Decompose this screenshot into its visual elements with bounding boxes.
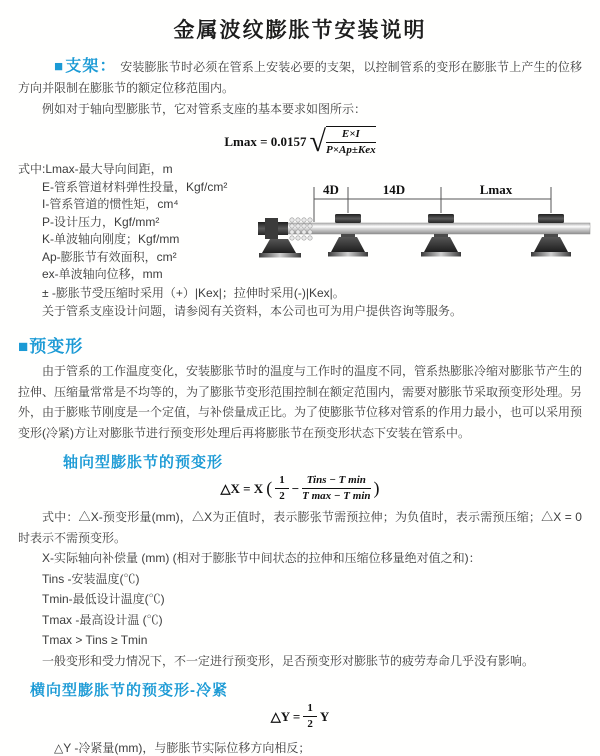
definition-line: E-管系管道材料弹性投量，Kgf/cm² <box>42 179 228 194</box>
support-paragraph-text: 安装膨胀节时必须在管系上安装必要的支架，以控制管系的变形在膨胀节上产生的位移方向并限制在膨胀节的额定位移范围内。 <box>18 60 582 95</box>
definition-line: P-设计压力，Kgf/mm² <box>42 214 160 229</box>
predeform-section-heading <box>18 332 582 357</box>
temp-frac-numerator: Tins − T min <box>302 474 370 489</box>
definition-line: K-单波轴向刚度；Kgf/mm <box>42 232 180 246</box>
axial-variable-list <box>18 548 582 671</box>
consult-note: 关于管系支座设计问题，请参阅有关资料，本公司也可为用户提供咨询等服务。 <box>42 304 463 318</box>
axial-formula <box>18 474 582 503</box>
list-item: Tmin-最低设计温度(℃) <box>42 592 165 606</box>
lateral-subheading: 横向型膨胀节的预变形-冷紧 <box>30 682 228 699</box>
definition-line: 式中:Lmax-最大导向间距，m <box>18 162 173 176</box>
half-denominator: 2 <box>279 490 285 502</box>
definition-line: I-管系管道的惯性矩，cm⁴ <box>42 197 179 211</box>
list-item: 一般变形和受力情况下，不一定进行预变形，足否预变形对膨胀节的疲劳寿命几乎没有影响。 <box>42 653 535 668</box>
section-bullet-icon: ■ <box>54 58 65 75</box>
page-title: 金属波纹膨胀节安装说明 <box>173 19 427 42</box>
half-numerator: 1 <box>275 474 289 489</box>
radicand <box>326 126 376 157</box>
support-paragraph <box>18 56 582 99</box>
dim-label-4d: 4D <box>323 182 339 197</box>
list-item: Tmax -最高设计温 (℃) <box>42 612 163 627</box>
lmax-formula-denominator: P×Ap±Kex <box>326 144 376 156</box>
support-spacing-diagram <box>256 161 600 284</box>
plus-minus-note: ± -膨胀节受压缩时采用（+）|Kex|；拉伸时采用(-)|Kex|。 <box>42 286 345 300</box>
lateral-formula-pre: △Y = <box>270 708 301 724</box>
lateral-frac-denominator: 2 <box>307 718 313 730</box>
lmax-formula <box>18 126 582 157</box>
formula-definitions <box>18 161 256 284</box>
support-section-heading <box>54 58 117 75</box>
axial-subheading: 轴向型膨胀节的预变形 <box>63 454 224 471</box>
definitions-and-diagram <box>18 161 582 284</box>
section-bullet-icon: ■ <box>18 337 30 356</box>
radical-sign: √ <box>309 124 327 158</box>
axial-formula-pre: △X = X <box>220 480 264 496</box>
lateral-formula-suffix: Y <box>319 708 330 724</box>
dim-label-lmax: Lmax <box>479 182 513 197</box>
dim-label-14d: 14D <box>382 182 406 197</box>
list-item: X-实际轴向补偿量 (mm) (相对于膨胀节中间状态的拉伸和压缩位移量绝对值之和)： <box>42 551 481 565</box>
predeform-paragraph: 由于管系的工作温度变化，安装膨胀节时的温度与工作时的温度不同，管系热膨胀冷缩对膨胀节产生的拉伸、压缩量常常是不均等的，为了膨胀节变形范围控制在额定范围内，需要对膨胀节采取预变形处理。另外，由于膨账节刚度是一个定值，与补偿量成正比。为了使膨胀节位移对管系的作用力最小，也可以采用预变形(冷紧)方让对膨胀节进行预变形处理后再将膨胀节在预变形状态下安装在管系中。 <box>18 364 583 440</box>
axial-explain-paragraph: 式中：△X-预变形量(mm)，△X为正值时，表示膨张节需预拉伸；为负值时，表示需预压缩；△X = 0时表示不需预变形。 <box>18 510 582 545</box>
list-item: Tins -安装温度(℃) <box>42 571 140 586</box>
pipe-support-diagram-image <box>256 179 600 279</box>
lmax-formula-prefix: Lmax = 0.0157 <box>224 133 307 149</box>
definition-line: Ap-膨胀节有效面积，cm² <box>42 249 177 264</box>
predeform-heading-label: 预变形 <box>29 337 84 356</box>
minus-sign: − <box>291 480 300 496</box>
lateral-note: △Y -冷紧量(mm)，与膨胀节实际位移方向相反； <box>54 741 311 755</box>
list-item: Tmax > Tins ≥ Tmin <box>42 633 148 647</box>
support-paragraph-2: 例如对于轴向型膨胀节，它对管系支座的基本要求如图所示： <box>42 102 367 116</box>
close-paren: ) <box>373 478 380 498</box>
temp-frac-denominator: T max − T min <box>302 490 371 502</box>
lateral-frac-numerator: 1 <box>303 702 317 717</box>
open-paren: ( <box>266 478 273 498</box>
lmax-formula-numerator: E×I <box>326 128 376 143</box>
lateral-formula <box>18 702 582 731</box>
support-heading-label: 支架： <box>65 58 117 75</box>
definition-line: ex-单波轴向位移，mm <box>42 267 163 281</box>
